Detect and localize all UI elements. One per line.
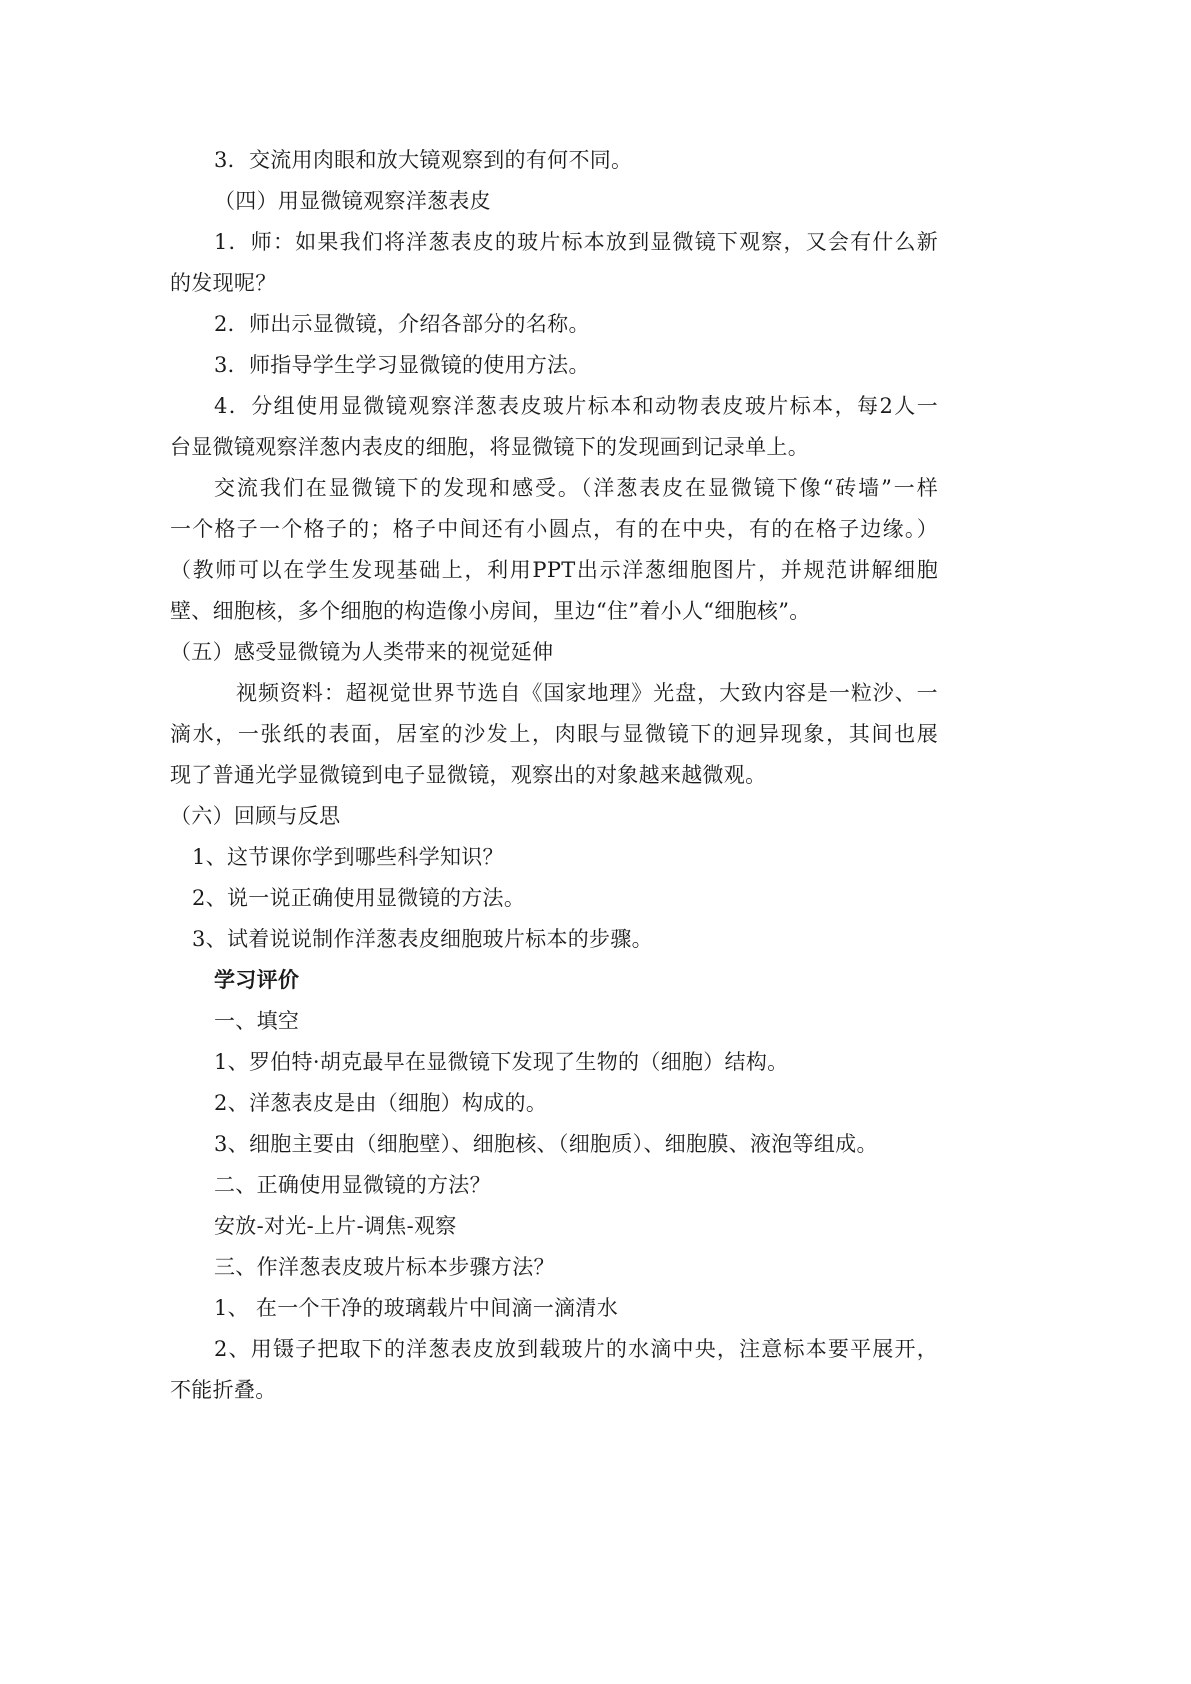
list-item: 2、说一说正确使用显微镜的方法。 <box>192 886 526 910</box>
subsection-heading: 一、填空 <box>214 1009 300 1033</box>
text-line: 壁、细胞核，多个细胞的构造像小房间，里边“住”着小人“细胞核”。 <box>170 599 811 623</box>
section-title: 学习评价 <box>214 967 300 992</box>
text-line: 不能折叠。 <box>170 1378 277 1402</box>
list-item: 2、洋葱表皮是由（细胞）构成的。 <box>214 1091 548 1115</box>
text-line: 2．师出示显微镜，介绍各部分的名称。 <box>214 312 590 336</box>
text-line: 的发现呢？ <box>170 271 277 295</box>
subsection-heading: 二、正确使用显微镜的方法？ <box>214 1173 491 1197</box>
text-line: 交流我们在显微镜下的发现和感受。（洋葱表皮在显微镜下像“砖墙”一样 <box>214 476 938 500</box>
section-heading: （四）用显微镜观察洋葱表皮 <box>214 189 491 213</box>
list-item: 3、细胞主要由（细胞壁）、细胞核、（细胞质）、细胞膜、液泡等组成。 <box>214 1132 878 1156</box>
text-line: 现了普通光学显微镜到电子显微镜，观察出的对象越来越微观。 <box>170 763 767 787</box>
text-line: 1．师：如果我们将洋葱表皮的玻片标本放到显微镜下观察，又会有什么新 <box>214 230 938 254</box>
subsection-heading: 三、作洋葱表皮玻片标本步骤方法？ <box>214 1255 555 1279</box>
text-line: 视频资料：超视觉世界节选自《国家地理》光盘，大致内容是一粒沙、一 <box>236 681 938 705</box>
list-item: 1、罗伯特·胡克最早在显微镜下发现了生物的（细胞）结构。 <box>214 1050 789 1074</box>
text-line: 4．分组使用显微镜观察洋葱表皮玻片标本和动物表皮玻片标本，每2人一 <box>214 394 938 418</box>
text-line: （教师可以在学生发现基础上，利用PPT出示洋葱细胞图片，并规范讲解细胞 <box>170 558 938 582</box>
text-line: 滴水，一张纸的表面，居室的沙发上，肉眼与显微镜下的迥异现象，其间也展 <box>170 722 938 746</box>
text-line: 安放-对光-上片-调焦-观察 <box>214 1214 457 1238</box>
text-line: 一个格子一个格子的；格子中间还有小圆点，有的在中央，有的在格子边缘。） <box>170 517 938 541</box>
text-line: 3．师指导学生学习显微镜的使用方法。 <box>214 353 590 377</box>
list-item: 1、 在一个干净的玻璃载片中间滴一滴清水 <box>214 1296 619 1320</box>
list-item: 3、试着说说制作洋葱表皮细胞玻片标本的步骤。 <box>192 927 653 951</box>
list-item: 1、这节课你学到哪些科学知识？ <box>192 845 504 869</box>
section-heading: （五）感受显微镜为人类带来的视觉延伸 <box>170 640 554 664</box>
list-item: 2、用镊子把取下的洋葱表皮放到载玻片的水滴中央，注意标本要平展开， <box>214 1337 938 1361</box>
text-line: 3．交流用肉眼和放大镜观察到的有何不同。 <box>214 148 633 172</box>
text-line: 台显微镜观察洋葱内表皮的细胞，将显微镜下的发现画到记录单上。 <box>170 435 809 459</box>
section-heading: （六）回顾与反思 <box>170 804 341 828</box>
